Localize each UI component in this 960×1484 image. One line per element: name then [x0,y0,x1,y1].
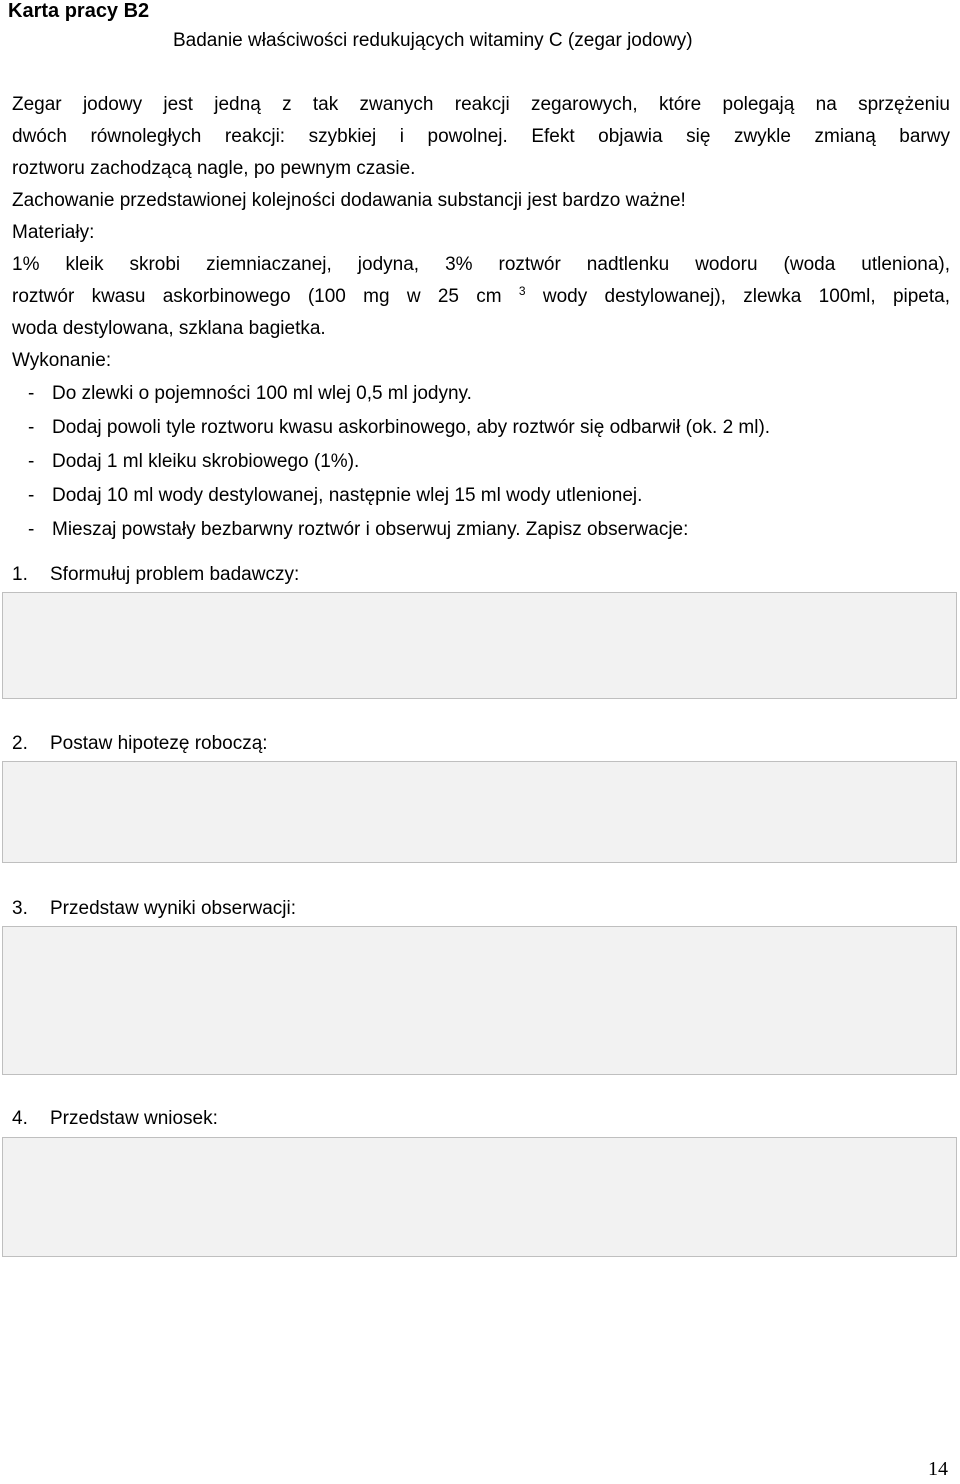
question-number: 1. [12,564,28,585]
step-dash: - [28,383,35,404]
materials-line-1: 1% kleik skrobi ziemniaczanej, jodyna, 3% roztwór nadtlenku wodoru (woda utleniona), [12,254,950,275]
intro-line-2: dwóch równoległych reakcji: szybkiej i powolnej. Efekt objawia się zwykle zmianą barwy [12,126,950,147]
procedure-step [12,377,950,411]
step-dash: - [28,519,35,540]
question-number: 3. [12,898,28,919]
step-text: Dodaj 10 ml wody destylowanej, następnie wlej 15 ml wody utlenionej. [52,485,643,506]
worksheet-body [12,89,950,547]
question-text: Przedstaw wyniki obserwacji: [50,898,297,919]
question-number: 2. [12,733,28,754]
procedure-steps [12,377,950,547]
materials-line-2-start: roztwór kwasu askorbinowego (100 mg w 25 cm [12,286,502,307]
materials-heading: Materiały: [12,222,95,243]
step-text: Dodaj 1 ml kleiku skrobiowego (1%). [52,451,360,472]
step-dash: - [28,417,35,438]
materials-line-3: woda destylowana, szklana bagietka. [12,318,326,339]
procedure-step [12,445,950,479]
cubic-superscript: 3 [518,284,526,298]
procedure-heading: Wykonanie: [12,350,112,371]
page-number: 14 [928,1458,948,1480]
answer-box-conclusion[interactable] [2,1137,957,1257]
order-warning: Zachowanie przedstawionej kolejności dodawania substancji jest bardzo ważne! [12,190,686,211]
step-dash: - [28,485,35,506]
step-text: Mieszaj powstały bezbarwny roztwór i obserwuj zmiany. Zapisz obserwacje: [52,519,689,540]
step-text: Do zlewki o pojemności 100 ml wlej 0,5 ml jodyny. [52,383,472,404]
materials-line-2 [12,281,950,313]
question-2 [12,729,268,759]
intro-line-1: Zegar jodowy jest jedną z tak zwanych reakcji zegarowych, które polegają na sprzężeniu [12,94,950,115]
question-text: Przedstaw wniosek: [50,1108,218,1129]
card-label: Karta pracy B2 [8,0,150,22]
step-text: Dodaj powoli tyle roztworu kwasu askorbinowego, aby roztwór się odbarwił (ok. 2 ml). [52,417,771,438]
answer-box-hypothesis[interactable] [2,761,957,863]
materials-line-2-end: wody destylowanej), zlewka 100ml, pipeta, [525,286,950,307]
question-1 [12,560,299,590]
question-number: 4. [12,1108,28,1129]
procedure-step [12,411,950,445]
question-3 [12,894,296,924]
question-text: Sformułuj problem badawczy: [50,564,300,585]
procedure-step [12,479,950,513]
worksheet-title: Badanie właściwości redukujących witaminy C (zegar jodowy) [173,30,693,51]
question-4 [12,1104,218,1134]
answer-box-results[interactable] [2,926,957,1075]
answer-box-problem[interactable] [2,592,957,699]
step-dash: - [28,451,35,472]
intro-line-3: roztworu zachodzącą nagle, po pewnym czasie. [12,158,416,179]
procedure-step [12,513,950,547]
question-text: Postaw hipotezę roboczą: [50,733,268,754]
